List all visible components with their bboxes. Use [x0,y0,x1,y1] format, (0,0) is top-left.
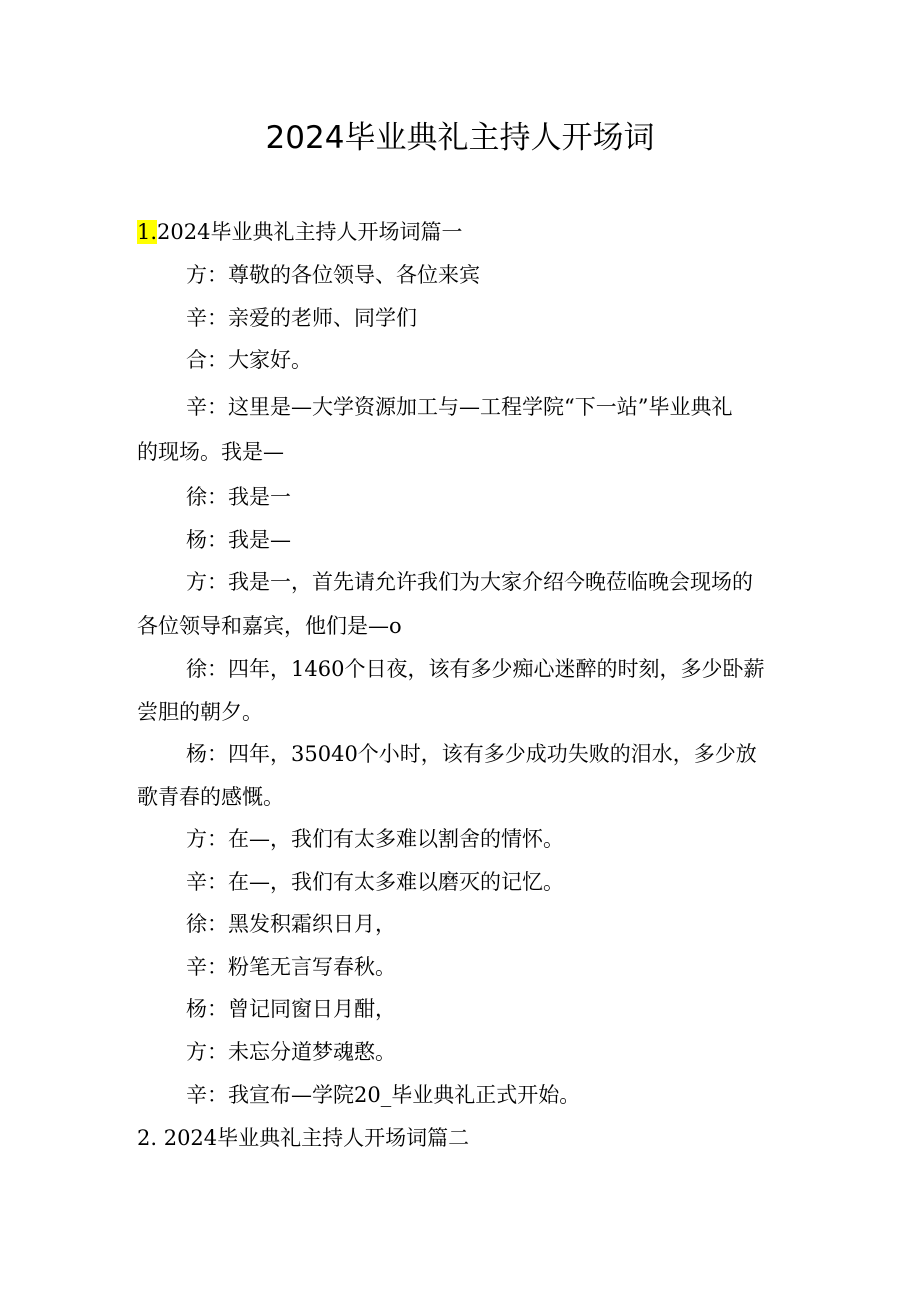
dialogue-line-continuation: 各位领导和嘉宾，他们是—o [137,614,402,638]
dialogue-line: 杨：四年，35040个小时，该有多少成功失败的泪水，多少放 [186,742,757,766]
dialogue-line: 徐：四年，1460个日夜，该有多少痴心迷醉的时刻，多少卧薪 [186,657,765,681]
document-title: 2024毕业典礼主持人开场词 [265,120,655,156]
highlighted-section-number: 1. [137,220,158,244]
section-2-heading: 2. 2024毕业典礼主持人开场词篇二 [137,1126,470,1150]
dialogue-line: 杨：曾记同窗日月酣， [186,997,396,1021]
dialogue-line: 方：在—，我们有太多难以割舍的情怀。 [186,827,564,851]
dialogue-line: 杨：我是— [186,528,291,552]
dialogue-line-continuation: 歌青春的感慨。 [137,785,284,809]
dialogue-line-continuation: 尝胆的朝夕。 [137,700,263,724]
dialogue-line: 徐：黑发积霜织日月， [186,912,396,936]
dialogue-line: 辛：我宣布—学院20_毕业典礼正式开始。 [186,1083,581,1107]
dialogue-line: 方：尊敬的各位领导、各位来宾 [186,263,480,287]
section-1-heading-text: 2024毕业典礼主持人开场词篇一 [157,220,463,244]
dialogue-line: 徐：我是一 [186,485,291,509]
dialogue-line: 方：我是一，首先请允许我们为大家介绍今晚莅临晚会现场的 [186,570,753,594]
dialogue-line: 辛：这里是—大学资源加工与—工程学院“下一站”毕业典礼 [186,395,733,419]
dialogue-line: 辛：粉笔无言写春秋。 [186,955,396,979]
dialogue-line: 方：未忘分道梦魂憨。 [186,1040,396,1064]
dialogue-line: 合：大家好。 [186,348,312,372]
dialogue-line: 辛：亲爱的老师、同学们 [186,306,417,330]
section-1-heading [137,214,463,250]
dialogue-line-continuation: 的现场。我是— [137,440,284,464]
dialogue-line: 辛：在—，我们有太多难以磨灭的记忆。 [186,870,564,894]
